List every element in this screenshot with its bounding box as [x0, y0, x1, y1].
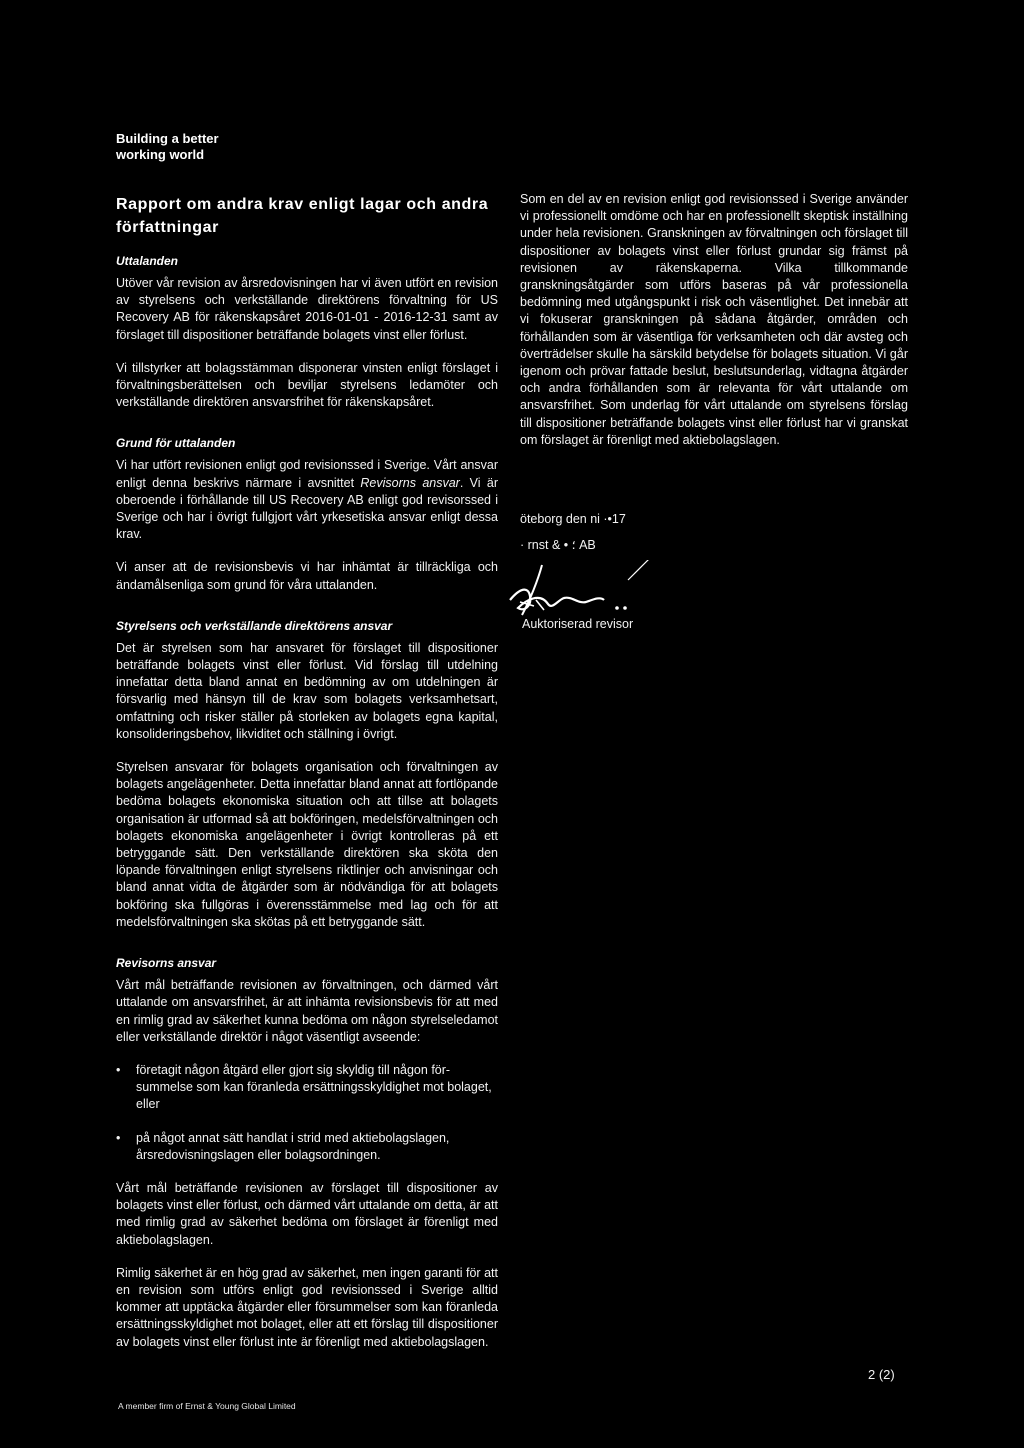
signature-role: Auktoriserad revisor	[522, 617, 634, 631]
left-column	[116, 193, 498, 1367]
emphasis-revisorns-ansvar: Revisorns ansvar	[360, 475, 460, 490]
footer-text: A member firm of Ernst & Young Global Limited	[118, 1401, 296, 1411]
bullet-icon: •	[116, 1062, 121, 1077]
paragraph: Som en del av en revision enligt god revisionssed i Sverige använder vi professionellt omdöme och har en professionellt skeptisk inställning under hela revisionen. Granskningen av förvaltningen och förslaget till dispositioner av bolagets vinst eller förlust grundar sig främst på revisionen av räkenskaperna. Vilka tillkommande granskningsåtgärder som utförs baseras på vår professionella bedömning med utgångspunkt i risk och väsentlighet. Det innebär att vi fokuserar granskningen på sådana åtgärder, områden och förhållanden som är väsentliga för verksamheten och där avsteg och överträdelser skulle ha särskild betydelse för bolagets situation. Vi går igenom och prövar fattade beslut, beslutsunderlag, vidtagna åtgärder och andra förhållanden som är relevanta för vårt uttalande om ansvarsfrihet. Som underlag för vårt uttalande om styrelsens förslag till dispositioner beträffande bolagets vinst eller förlust har vi granskat om förslaget är förenligt med aktiebolagslagen.	[520, 192, 908, 447]
section-heading-uttalanden: Uttalanden	[116, 254, 179, 268]
paragraph: Vårt mål beträffande revisionen av förvaltningen, och därmed vårt uttalande om ansvarsfrihet, är att inhämta revisionsbevis för att med en rimlig grad av säkerhet kunna bedöma om någon styrelseledamot eller verkställande direktör i något väsentligt avseende:	[116, 978, 498, 1044]
paragraph: Det är styrelsen som har ansvaret för förslaget till dispositioner beträffande bolagets vinst eller förlust. Vid förslag till utdelning innefattar detta bland annat en bedömning av om utdelningen är försvarlig med hänsyn till de krav som bolagets verksamhetsart, omfattning och risker ställer på storleken av bolagets egna kapital, konsolideringsbehov, likviditet och ställning i övrigt.	[116, 640, 498, 741]
paragraph	[116, 457, 498, 543]
paragraph: Rimlig säkerhet är en hög grad av säkerhet, men ingen garanti för att en revision som utförs enligt god revisionssed i Sverige alltid kommer att upptäcka åtgärder eller försummelser som kan föranleda ersättningsskyldighet mot bolaget, eller att ett förslag till dispositioner av bolagets vinst eller förlust inte är förenligt med aktiebolagslagen.	[116, 1265, 498, 1349]
list-item	[116, 1130, 498, 1164]
paragraph: Utöver vår revision av årsredovisningen har vi även utfört en revision av styrelsens och verkställande direktörens förvaltning för US Recovery AB för räkenskapsåret 2016-01-01 - 2016-12-31 samt av förslaget till dispositioner beträffande bolagets vinst eller förlust.	[116, 276, 498, 342]
bullet-list	[116, 1062, 498, 1164]
brand-line-1: Building a better	[116, 131, 219, 146]
signature-firm: · rnst & • ؛ AB	[520, 538, 596, 552]
bullet-icon: •	[116, 1130, 121, 1145]
handwritten-signature	[500, 560, 660, 620]
paragraph: Vi anser att de revisionsbevis vi har inhämtat är tillräckliga och ändamålsenliga som grund för våra uttalanden.	[116, 560, 498, 592]
section-heading-styrelsens-ansvar: Styrelsens och verkställande direktörens ansvar	[116, 618, 393, 633]
section-heading-revisorns-ansvar: Revisorns ansvar	[116, 956, 217, 971]
paragraph: Styrelsen ansvarar för bolagets organisation och förvaltningen av bolagets angelägenheter. Detta innefattar bland annat att fortlöpande bedöma bolagets ekonomiska situation och att tillse att bolagets organisation är utformad så att bokföringen, medelsförvaltningen och bolagets ekonomiska angelägenheter i övrigt kontrolleras på ett betryggande sätt. Den verkställande direktören ska sköta den löpande förvaltningen enligt styrelsens riktlinjer och anvisningar och bland annat vidta de åtgärder som är nödvändiga för att bolagets bokföring ska fullgöras i överensstämmelse med lag och för att medelsförvaltningen ska skötas på ett betryggande sätt.	[116, 760, 498, 929]
page-number: 2 (2)	[868, 1367, 895, 1382]
right-column	[520, 191, 908, 465]
section-heading-grund: Grund för uttalanden	[116, 436, 236, 451]
list-item-text: företagit någon åtgärd eller gjort sig skyldig till någon försummelse som kan föranleda ersättningsskyldighet mot bolaget, eller	[136, 1062, 492, 1112]
text-run: . Vi är oberoende i förhållande till US Recovery AB enligt god revisorssed i Sverige och har i övrigt fullgjort vårt yrkesetiska ansvar enligt dessa krav.	[116, 475, 498, 542]
paragraph: Vi tillstyrker att bolagsstämman disponerar vinsten enligt förslaget i förvaltningsberättelsen och beviljar styrelsens ledamöter och verkställande direktören ansvarsfrihet för räkenskapsåret.	[116, 360, 498, 410]
list-item	[116, 1062, 498, 1114]
text-run: Vi har utfört revisionen enligt god revisionssed i Sverige. Vårt ansvar enligt denna beskrivs närmare i avsnittet	[116, 458, 498, 490]
brand-line-2: working world	[116, 147, 205, 162]
list-item-text: på något annat sätt handlat i strid med aktiebolagslagen, årsredovisningslagen eller bolagsordningen.	[136, 1130, 450, 1162]
brand-tagline	[116, 131, 219, 163]
paragraph: Vårt mål beträffande revisionen av förslaget till dispositioner av bolagets vinst eller förlust, och därmed vårt uttalande om detta, är att med rimlig grad av säkerhet bedöma om förslaget är förenligt med aktiebolagslagen.	[116, 1180, 498, 1247]
report-title: Rapport om andra krav enligt lagar och andra författningar	[116, 196, 489, 236]
signature-place-date: öteborg den ni ·‌•17	[520, 512, 626, 526]
